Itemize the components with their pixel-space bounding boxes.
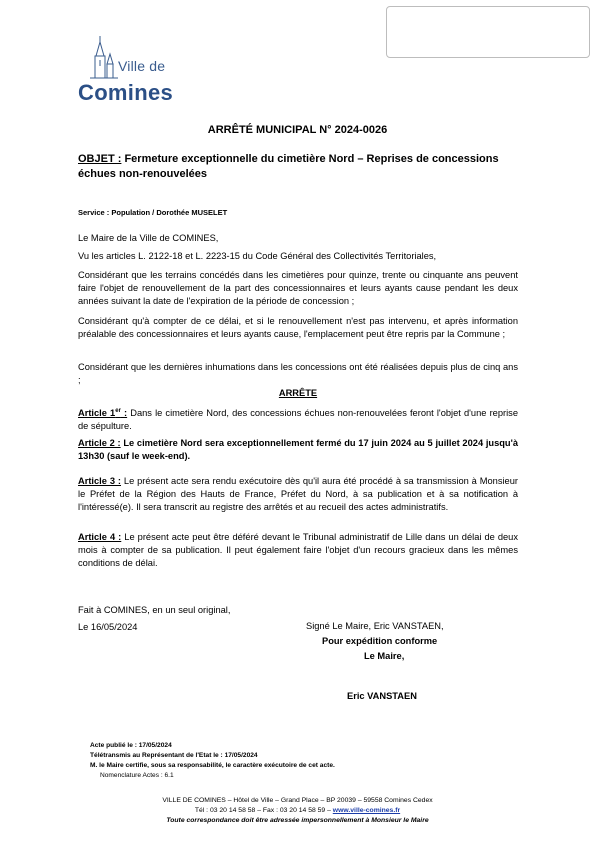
teletransmis: Télétransmis au Représentant de l'Etat le : 17/05/2024 bbox=[90, 752, 258, 759]
footer-address: VILLE DE COMINES – Hôtel de Ville – Grand Place – BP 20039 – 59558 Comines Cedex bbox=[162, 797, 433, 804]
considerant-3: Considérant que les dernières inhumations dans les concessions ont été réalisées depuis plus de cinq ans ; bbox=[78, 362, 518, 385]
page-title: ARRÊTÉ MUNICIPAL N° 2024-0026 bbox=[207, 124, 388, 136]
arrete-heading: ARRÊTE bbox=[278, 388, 318, 398]
logo-ville-text: Ville de bbox=[118, 58, 166, 74]
ville-de-comines-logo bbox=[78, 34, 188, 108]
article-1-text: Dans le cimetière Nord, des concessions échues non-renouvelées feront l'objet d'une reprise de sépulture. bbox=[78, 408, 518, 432]
pour-expedition: Pour expédition conforme bbox=[322, 636, 438, 646]
certifie: M. le Maire certifie, sous sa responsabilité, le caractère exécutoire de cet acte. bbox=[90, 762, 335, 769]
article-1 bbox=[78, 405, 518, 433]
article-3-text: Le présent acte sera rendu exécutoire dès qu'il aura été procédé à sa transmission à Monsieur le Préfet de la Région des Hauts de France, Préfet du Nord, à sa publication et à sa notification à l'intéressé(e). Il sera transcrit au registre des arrêtés et au recueil des actes administratifs. bbox=[78, 476, 518, 512]
considerant-1: Considérant que les terrains concédés dans les cimetières pour quinze, trente ou cinquante ans peuvent faire l'objet de renouvellement de la part des concessionnaires et leurs ayants cause pendant les deux années suivant la date de l'expiration de la période de concession ; bbox=[78, 270, 518, 306]
vu-articles: Vu les articles L. 2122-18 et L. 2223-15 du Code Général des Collectivités Territoriales, bbox=[78, 251, 437, 261]
article-2-text: Le cimetière Nord sera exceptionnellement fermé du 17 juin 2024 au 5 juillet 2024 jusqu'à 13h30 (sauf le week-end). bbox=[78, 438, 518, 461]
article-4-label: Article 4 : bbox=[78, 532, 122, 542]
logo-comines-text: Comines bbox=[78, 80, 174, 105]
church-tower-icon bbox=[90, 34, 118, 80]
footer-contact bbox=[0, 806, 595, 815]
fait-a-comines: Fait à COMINES, en un seul original, bbox=[78, 605, 231, 615]
signe-le-maire: Signé Le Maire, Eric VANSTAEN, bbox=[306, 621, 444, 631]
article-3 bbox=[78, 475, 518, 514]
article-2 bbox=[78, 437, 518, 463]
article-3-label: Article 3 : bbox=[78, 476, 121, 486]
objet-text: Fermeture exceptionnelle du cimetière Nord – Reprises de concessions échues non-renouvelées bbox=[78, 153, 499, 180]
considerant-2: Considérant qu'à compter de ce délai, et si le renouvellement n'est pas intervenu, et après information préalable des concessionnaires et leurs ayants cause, l'emplacement peut être repris par la Commune ; bbox=[78, 316, 518, 339]
footer-tel: Tél : 03 20 14 58 58 – Fax : 03 20 14 58 59 – bbox=[194, 807, 333, 814]
article-2-label: Article 2 : bbox=[78, 438, 121, 448]
website-link[interactable]: www.ville-comines.fr bbox=[332, 807, 401, 814]
mayor-intro: Le Maire de la Ville de COMINES, bbox=[78, 233, 219, 243]
signature-date: Le 16/05/2024 bbox=[78, 622, 138, 632]
article-1-label: Article 1er : bbox=[78, 408, 128, 419]
footer-correspondance: Toute correspondance doit être adressée impersonnellement à Monsieur le Maire bbox=[166, 817, 429, 824]
signatory-name: Eric VANSTAEN bbox=[347, 691, 417, 701]
article-4 bbox=[78, 531, 518, 570]
objet-block bbox=[78, 152, 518, 182]
nomenclature: Nomenclature Actes : 6.1 bbox=[100, 772, 174, 779]
le-maire-label: Le Maire, bbox=[364, 651, 405, 661]
article-4-text: Le présent acte peut être déféré devant le Tribunal administratif de Lille dans un délai de deux mois à compter de sa publication. Il peut également faire l'objet d'un recours gracieux dans les mêmes conditions de délai. bbox=[78, 532, 518, 568]
objet-label: OBJET : bbox=[78, 153, 122, 165]
service-line: Service : Population / Dorothée MUSELET bbox=[78, 208, 228, 217]
acte-publie: Acte publié le : 17/05/2024 bbox=[90, 742, 172, 749]
stamp-box bbox=[386, 6, 590, 58]
